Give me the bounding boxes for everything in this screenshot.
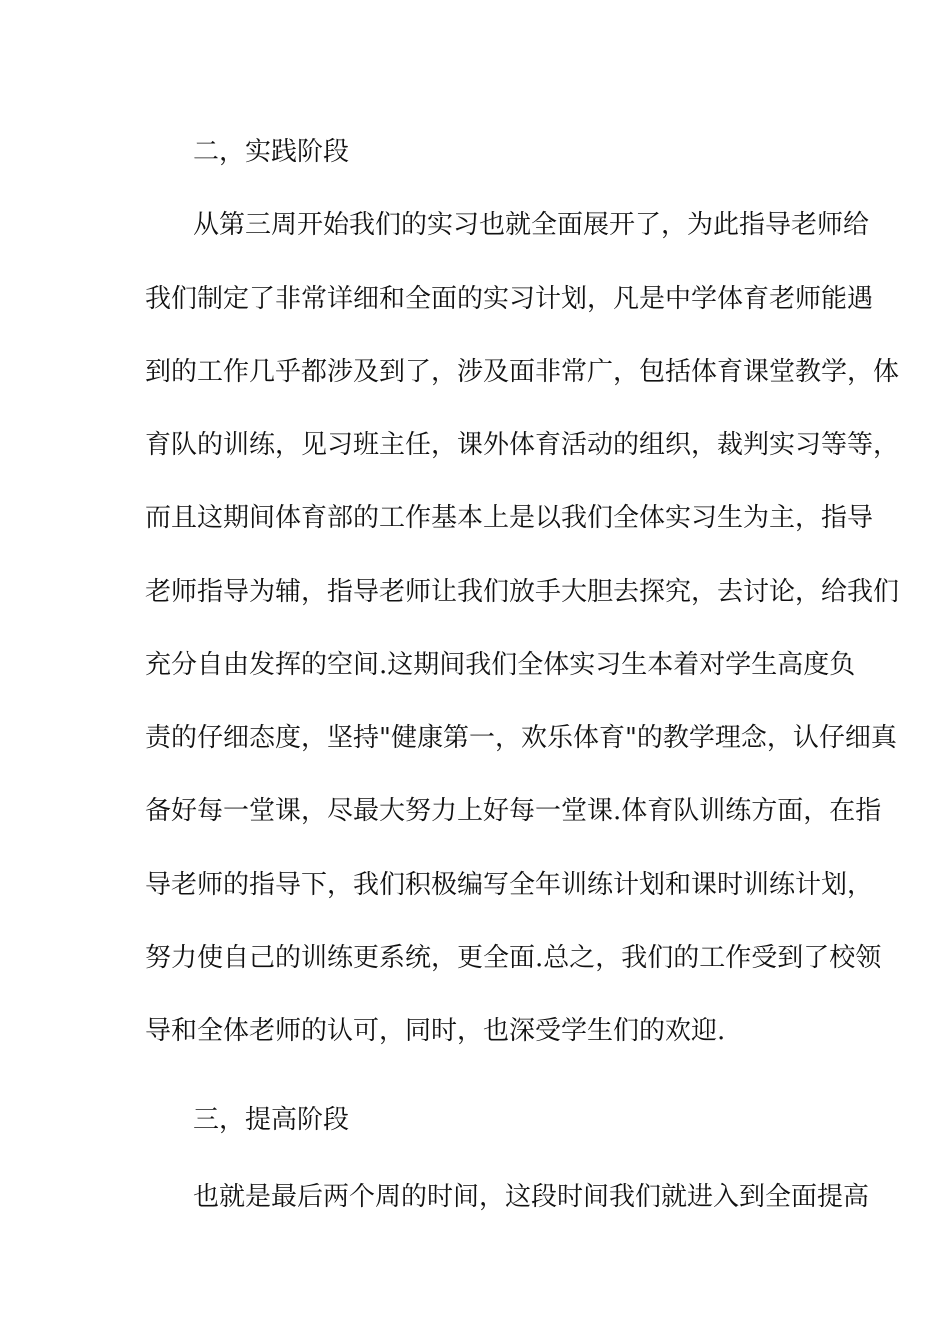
paragraph-line: 而且这期间体育部的工作基本上是以我们全体实习生为主，指导 [145,503,874,533]
section-heading-improvement: 三，提高阶段 [193,1105,350,1135]
paragraph-line: 导老师的指导下，我们积极编写全年训练计划和课时训练计划， [145,870,874,900]
paragraph-line: 导和全体老师的认可，同时，也深受学生们的欢迎. [145,1016,726,1046]
paragraph-line: 老师指导为辅，指导老师让我们放手大胆去探究，去讨论，给我们 [145,577,900,607]
paragraph-line: 充分自由发挥的空间.这期间我们全体实习生本着对学生高度负 [145,650,856,680]
paragraph-line: 我们制定了非常详细和全面的实习计划，凡是中学体育老师能遇 [145,284,874,314]
paragraph-line: 到的工作几乎都涉及到了，涉及面非常广，包括体育课堂教学，体 [145,357,900,387]
paragraph-line: 也就是最后两个周的时间，这段时间我们就进入到全面提高 [193,1182,870,1212]
paragraph-line: 努力使自己的训练更系统，更全面.总之，我们的工作受到了校领 [145,943,882,973]
paragraph-line: 育队的训练，见习班主任，课外体育活动的组织，裁判实习等等， [145,430,900,460]
paragraph-line: 备好每一堂课，尽最大努力上好每一堂课.体育队训练方面，在指 [145,796,882,826]
paragraph-line: 从第三周开始我们的实习也就全面展开了，为此指导老师给 [193,210,870,240]
paragraph-line: 责的仔细态度，坚持"健康第一，欢乐体育"的教学理念，认仔细真 [145,723,897,753]
section-heading-practice: 二，实践阶段 [193,137,350,167]
